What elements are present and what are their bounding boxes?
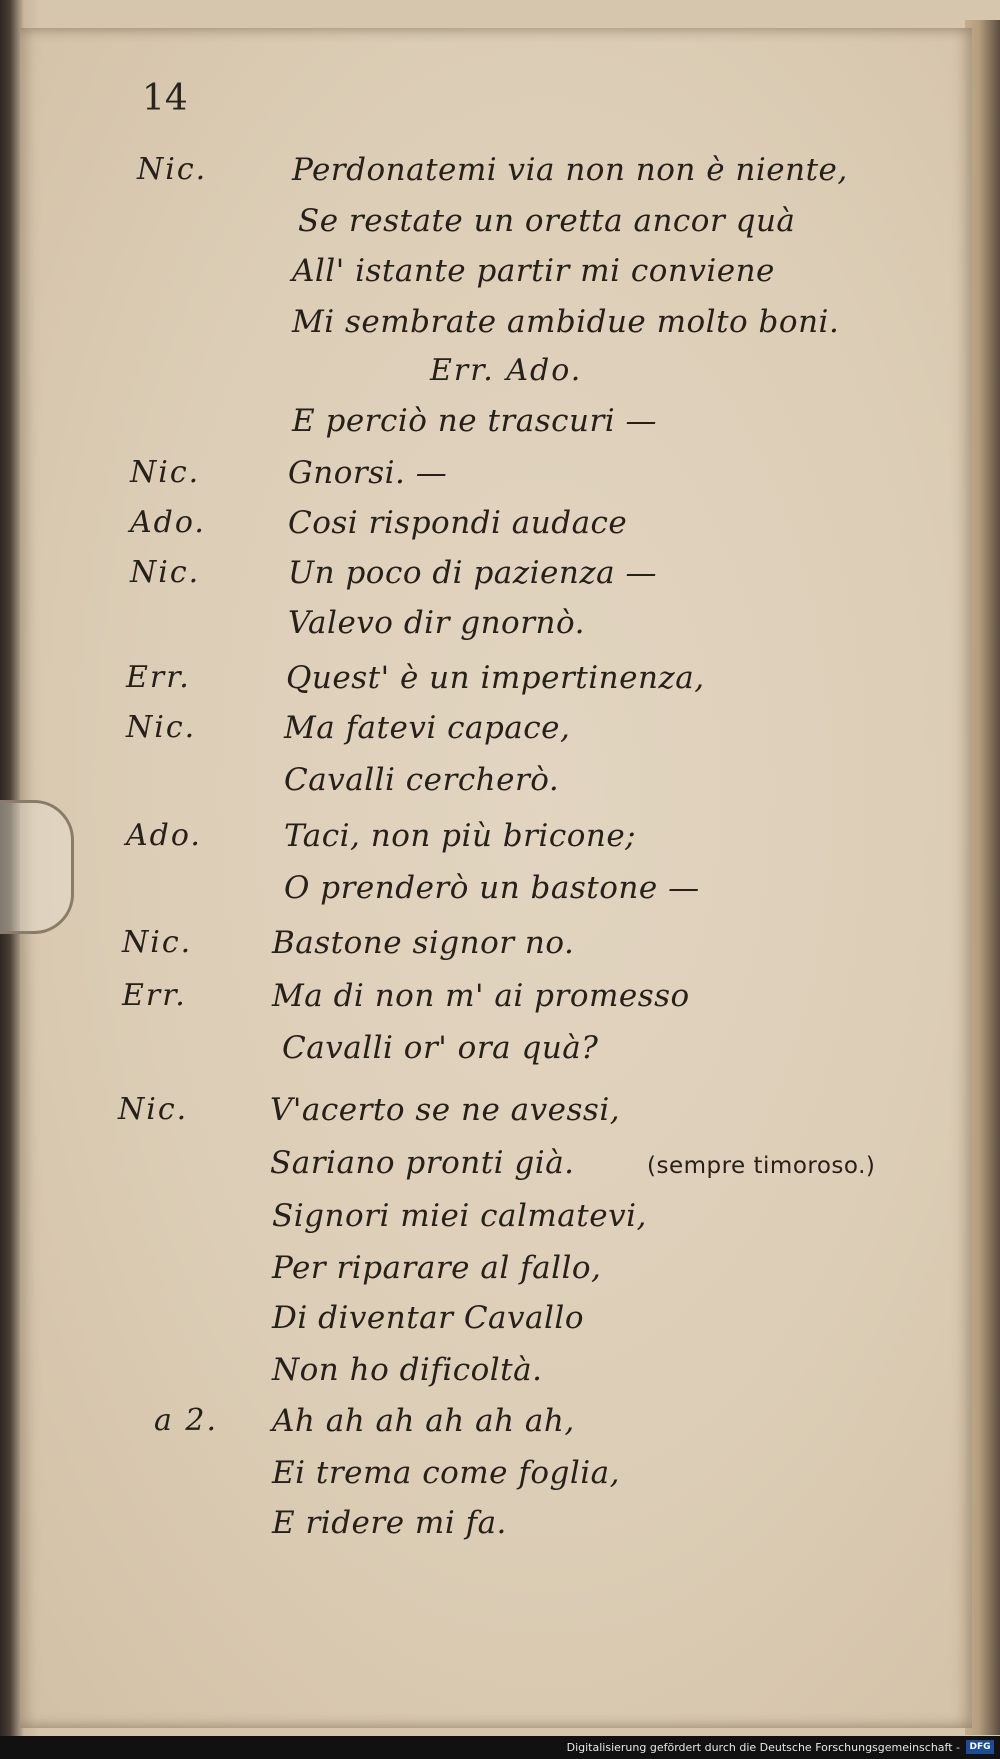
stage-direction: (sempre timoroso.) xyxy=(647,1153,876,1179)
verse-line: Perdonatemi via non non è niente, xyxy=(292,152,848,188)
verse-line: Cavalli or' ora quà? xyxy=(282,1030,599,1066)
speaker-label: a 2. xyxy=(154,1403,219,1438)
speaker-label: Nic. xyxy=(137,152,208,187)
verse-line: E perciò ne trascuri — xyxy=(292,403,658,439)
speaker-label: Err. xyxy=(122,978,187,1013)
speaker-label: Nic. xyxy=(122,925,193,960)
speaker-label: Err. Ado. xyxy=(430,353,583,388)
digitization-credit: Digitalisierung gefördert durch die Deutsche Forschungsgemeinschaft - xyxy=(566,1741,960,1754)
verse-line: Se restate un oretta ancor quà xyxy=(298,203,796,239)
verse-line: Valevo dir gnornò. xyxy=(288,605,585,641)
verse-line: Mi sembrate ambidue molto boni. xyxy=(292,304,840,340)
verse-line: Per riparare al fallo, xyxy=(272,1250,602,1286)
verse-line: Gnorsi. — xyxy=(288,455,448,491)
speaker-label: Err. xyxy=(126,660,191,695)
speaker-label: Ado. xyxy=(130,505,206,540)
verse-line: Ma fatevi capace, xyxy=(284,710,571,746)
verse-line: All' istante partir mi conviene xyxy=(292,253,775,289)
verse-line: Ah ah ah ah ah ah, xyxy=(272,1403,575,1439)
speaker-label: Nic. xyxy=(126,710,197,745)
verse-line: Taci, non più bricone; xyxy=(284,818,637,854)
verse-line: Non ho dificoltà. xyxy=(272,1352,543,1388)
verse-line: E ridere mi fa. xyxy=(272,1505,507,1541)
verse-line: O prenderò un bastone — xyxy=(284,870,700,906)
verse-line: Cosi rispondi audace xyxy=(288,505,628,541)
speaker-label: Nic. xyxy=(118,1092,189,1127)
verse-line: Bastone signor no. xyxy=(272,925,575,961)
verse-line: V'acerto se ne avessi, xyxy=(270,1092,621,1128)
verse-line: Cavalli cercherò. xyxy=(284,762,560,798)
verse-line: Quest' è un impertinenza, xyxy=(286,660,705,696)
verse-line: Sariano pronti già. xyxy=(270,1145,575,1181)
speaker-label: Ado. xyxy=(126,818,202,853)
speaker-label: Nic. xyxy=(130,455,201,490)
page-number: 14 xyxy=(142,78,188,119)
dfg-logo: DFG xyxy=(966,1740,994,1754)
verse-line: Di diventar Cavallo xyxy=(272,1300,585,1336)
verse-line: Signori miei calmatevi, xyxy=(272,1198,647,1234)
verse-line: Ei trema come foglia, xyxy=(272,1455,621,1491)
speaker-label: Nic. xyxy=(130,555,201,590)
page-clip xyxy=(0,800,74,934)
verse-line: Un poco di pazienza — xyxy=(288,555,657,591)
verse-line: Ma di non m' ai promesso xyxy=(272,978,690,1014)
